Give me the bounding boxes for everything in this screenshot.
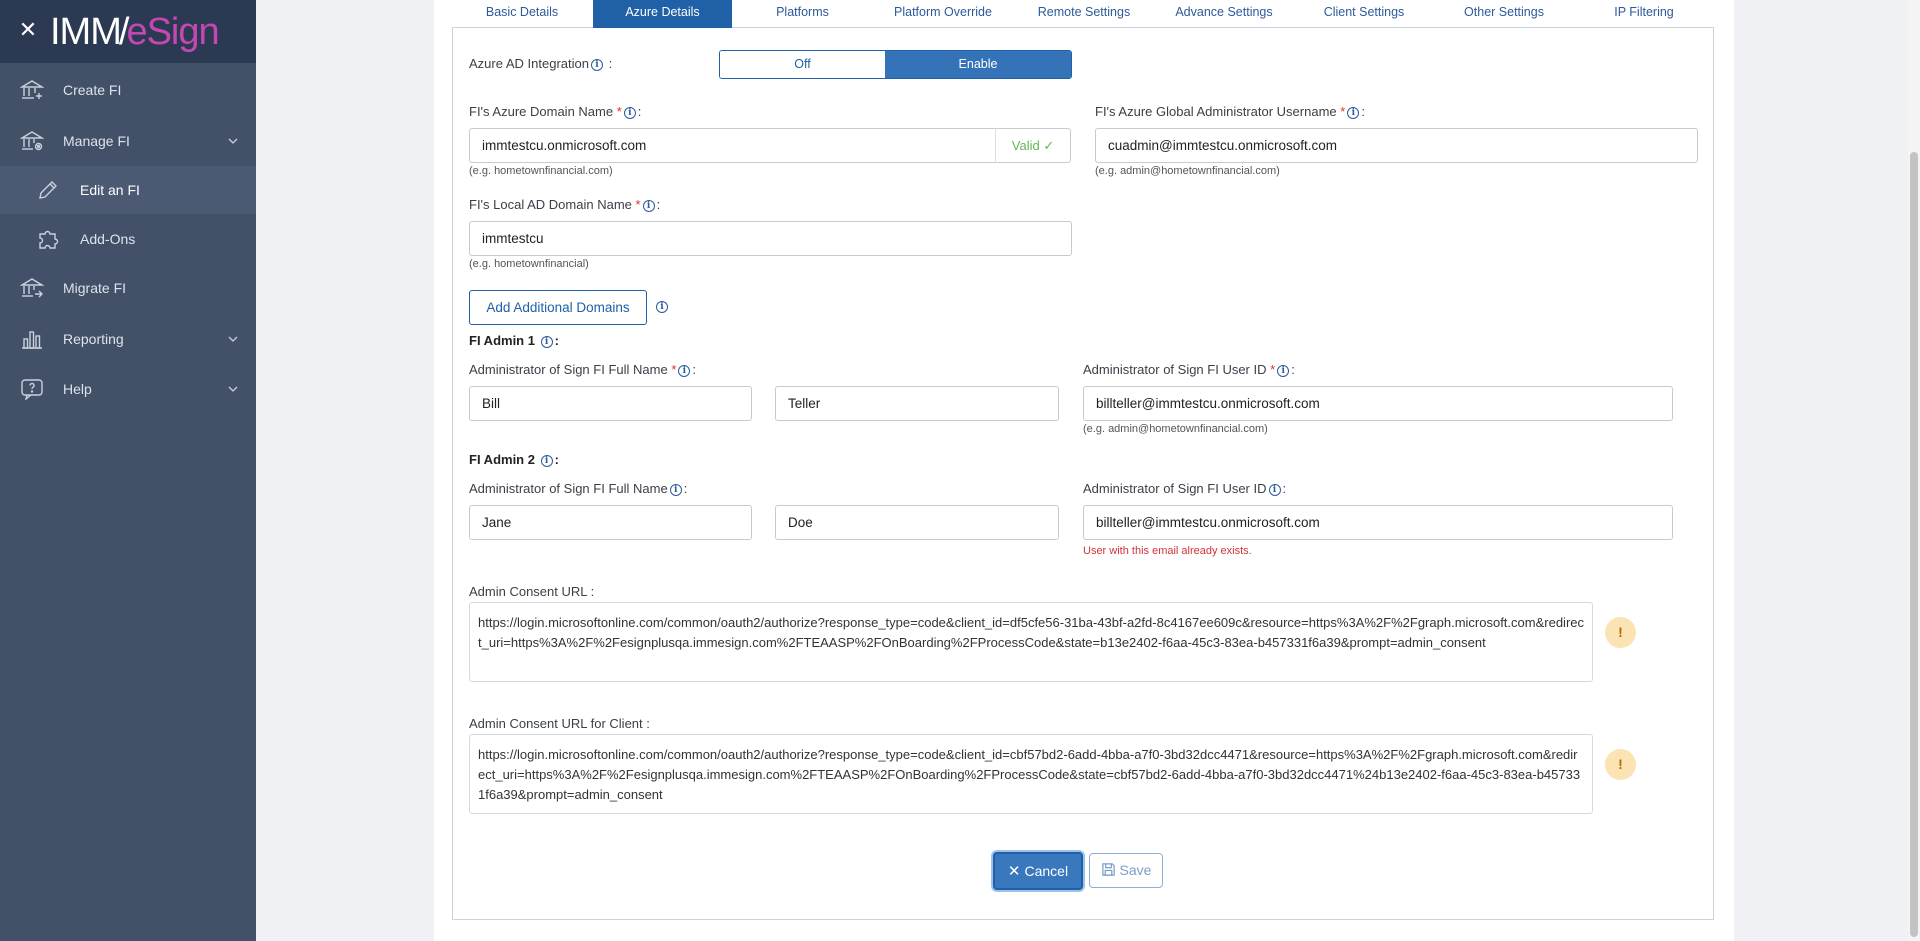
tab-advance-settings[interactable]: Advance Settings bbox=[1175, 5, 1273, 19]
info-icon[interactable]: i bbox=[670, 484, 682, 496]
admin1-id-hint: (e.g. admin@hometownfinancial.com) bbox=[1083, 423, 1268, 435]
nav-reporting[interactable] bbox=[0, 315, 256, 363]
puzzle-icon bbox=[36, 228, 60, 250]
nav-create-fi[interactable] bbox=[0, 66, 256, 114]
info-icon[interactable]: i bbox=[1277, 365, 1289, 377]
consent-url-client-box[interactable]: https://login.microsoftonline.com/common/oauth2/authorize?response_type=code&client_id=cbf57bd2-6add-4bba-a7f0-3bd32dcc4471&resource=https%3A%2F%2Fgraph.microsoft.com&redirect_uri=https%3A%2F%2Fesignplusqa.immesign.com%2FTEAASP%2FOnBoarding%2FProcessCode&state=cbf57bd2-6add-4bba-a7f0-3bd32dcc4471%24b13e2402-f6aa-45c3-83ea-b457331f6a39&prompt=admin_consent bbox=[469, 734, 1593, 814]
tab-client-settings[interactable]: Client Settings bbox=[1323, 5, 1405, 19]
azure-domain-hint: (e.g. hometownfinancial.com) bbox=[469, 165, 613, 177]
azure-ad-toggle[interactable] bbox=[719, 50, 1072, 79]
bank-plus-icon bbox=[20, 79, 44, 101]
local-ad-label: FI's Local AD Domain Name * i : bbox=[469, 197, 661, 212]
bank-gear-icon bbox=[20, 130, 44, 152]
save-button[interactable]: Save bbox=[1089, 853, 1163, 888]
chevron-down-icon bbox=[227, 135, 239, 147]
chevron-down-icon bbox=[227, 383, 239, 395]
warning-icon[interactable]: ! bbox=[1605, 749, 1636, 780]
fi-admin-2-title: FI Admin 2 i : bbox=[469, 452, 559, 467]
valid-badge: Valid ✓ bbox=[995, 128, 1071, 163]
azure-domain-label: FI's Azure Domain Name * i : bbox=[469, 104, 642, 119]
global-admin-input[interactable] bbox=[1095, 128, 1698, 163]
admin2-id-error: User with this email already exists. bbox=[1083, 545, 1252, 557]
sidebar bbox=[0, 0, 256, 941]
azure-ad-label: Azure AD Integration i : bbox=[469, 56, 613, 71]
info-icon[interactable]: i bbox=[1269, 484, 1281, 496]
admin1-name-label: Administrator of Sign FI Full Name * i : bbox=[469, 362, 696, 377]
admin2-first-name-input[interactable] bbox=[469, 505, 752, 540]
info-icon[interactable]: i bbox=[541, 455, 553, 467]
pencil-icon bbox=[36, 179, 60, 201]
scrollbar-thumb[interactable] bbox=[1910, 152, 1918, 937]
admin1-user-id-input[interactable] bbox=[1083, 386, 1673, 421]
admin2-name-label: Administrator of Sign FI Full Name i : bbox=[469, 481, 688, 496]
admin1-last-name-input[interactable] bbox=[775, 386, 1059, 421]
admin1-first-name-input[interactable] bbox=[469, 386, 752, 421]
info-icon[interactable]: i bbox=[1347, 107, 1359, 119]
toggle-enable-option[interactable]: Enable bbox=[885, 51, 1071, 78]
warning-icon[interactable]: ! bbox=[1605, 617, 1636, 648]
tab-bar bbox=[452, 0, 1714, 28]
admin1-id-label: Administrator of Sign FI User ID * i : bbox=[1083, 362, 1295, 377]
admin2-id-label: Administrator of Sign FI User ID i : bbox=[1083, 481, 1287, 496]
nav-label: Migrate FI bbox=[63, 280, 127, 296]
azure-domain-input[interactable] bbox=[469, 128, 997, 163]
tab-platforms[interactable]: Platforms bbox=[776, 5, 829, 19]
fi-admin-1-title: FI Admin 1 i : bbox=[469, 333, 559, 348]
nav-edit-fi[interactable] bbox=[0, 166, 256, 214]
tab-ip-filtering[interactable]: IP Filtering bbox=[1614, 5, 1674, 19]
admin2-user-id-input[interactable] bbox=[1083, 505, 1673, 540]
consent-url-label: Admin Consent URL : bbox=[469, 584, 595, 599]
cancel-button[interactable]: ✕ Cancel bbox=[993, 852, 1083, 890]
info-icon[interactable]: i bbox=[591, 59, 603, 71]
bank-arrow-icon bbox=[20, 277, 44, 299]
global-admin-hint: (e.g. admin@hometownfinancial.com) bbox=[1095, 165, 1280, 177]
admin2-last-name-input[interactable] bbox=[775, 505, 1059, 540]
local-ad-input[interactable] bbox=[469, 221, 1072, 256]
nav-label: Create FI bbox=[63, 82, 122, 98]
nav-add-ons[interactable] bbox=[0, 215, 256, 263]
app-logo: IMM/eSign bbox=[50, 11, 219, 53]
info-icon[interactable]: i bbox=[541, 336, 553, 348]
close-icon[interactable]: ✕ bbox=[18, 18, 38, 43]
floppy-disk-icon bbox=[1101, 862, 1116, 877]
info-icon[interactable]: i bbox=[678, 365, 690, 377]
consent-url-box[interactable]: https://login.microsoftonline.com/common/oauth2/authorize?response_type=code&client_id=df5cfe56-31ba-43bf-a2fd-8c4167ee609c&resource=https%3A%2F%2Fgraph.microsoft.com&redirect_uri=https%3A%2F%2Fesignplusqa.immesign.com%2FTEAASP%2FOnBoarding%2FProcessCode&state=b13e2402-f6aa-45c3-83ea-b457331f6a39&prompt=admin_consent bbox=[469, 602, 1593, 682]
nav-migrate-fi[interactable] bbox=[0, 264, 256, 312]
add-additional-domains-button[interactable]: Add Additional Domains bbox=[469, 290, 647, 325]
nav-label: Help bbox=[63, 381, 92, 397]
info-icon[interactable]: i bbox=[624, 107, 636, 119]
nav-label: Reporting bbox=[63, 331, 124, 347]
chevron-down-icon bbox=[227, 333, 239, 345]
nav-manage-fi[interactable] bbox=[0, 117, 256, 165]
nav-label: Manage FI bbox=[63, 133, 130, 149]
scrollbar[interactable] bbox=[1908, 0, 1920, 941]
tab-basic-details[interactable]: Basic Details bbox=[485, 5, 559, 19]
info-icon[interactable]: i bbox=[656, 301, 668, 313]
local-ad-hint: (e.g. hometownfinancial) bbox=[469, 258, 589, 270]
nav-label: Add-Ons bbox=[80, 231, 136, 247]
help-bubble-icon bbox=[20, 378, 44, 400]
nav-label: Edit an FI bbox=[80, 182, 140, 198]
tab-other-settings[interactable]: Other Settings bbox=[1464, 5, 1544, 19]
nav-help[interactable] bbox=[0, 365, 256, 413]
global-admin-label: FI's Azure Global Administrator Username * i : bbox=[1095, 104, 1365, 119]
bar-chart-icon bbox=[20, 328, 44, 350]
info-icon[interactable]: i bbox=[643, 200, 655, 212]
close-icon: ✕ bbox=[1007, 862, 1021, 880]
consent-url-client-label: Admin Consent URL for Client : bbox=[469, 716, 650, 731]
tab-azure-details[interactable]: Azure Details bbox=[593, 0, 732, 28]
brand-bar bbox=[0, 0, 256, 63]
tab-remote-settings[interactable]: Remote Settings bbox=[1037, 5, 1131, 19]
toggle-off-option[interactable]: Off bbox=[720, 51, 885, 78]
tab-platform-override[interactable]: Platform Override bbox=[894, 5, 992, 19]
